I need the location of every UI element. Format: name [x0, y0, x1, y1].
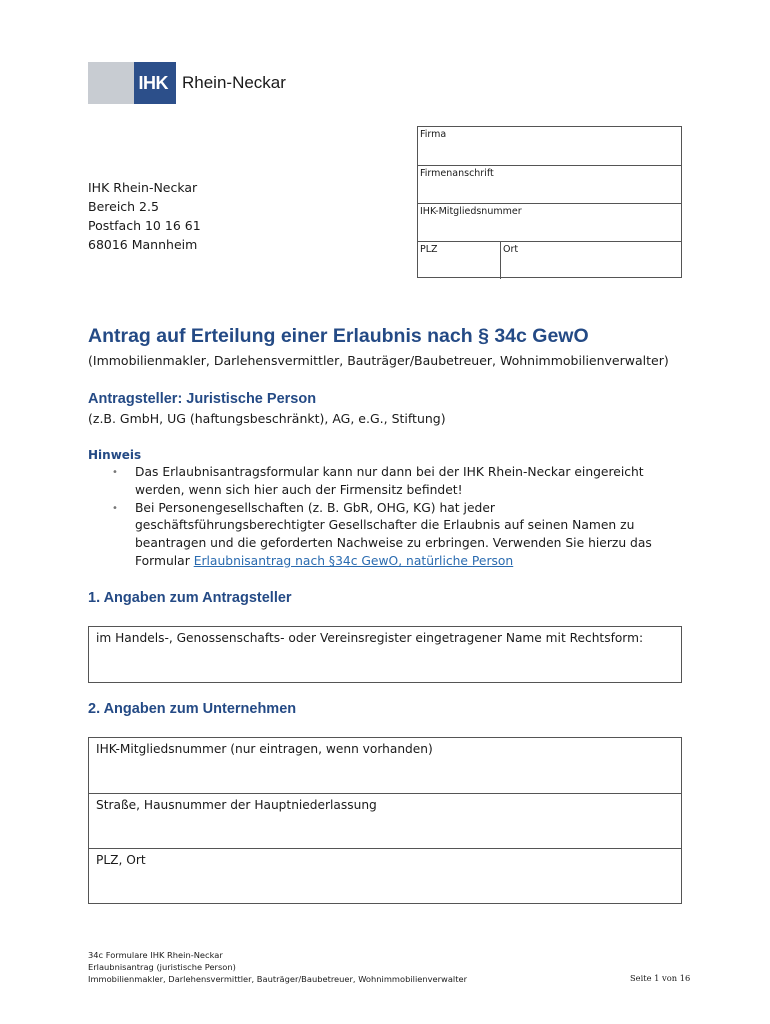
- footer-line: Erlaubnisantrag (juristische Person): [88, 962, 236, 972]
- section2-form-box: [88, 737, 682, 904]
- mitgliedsnummer-label: IHK-Mitgliedsnummer: [420, 206, 522, 217]
- hinweis-item-text: Das Erlaubnisantragsformular kann nur dann bei der IHK Rhein-Neckar eingereicht werden, wenn sich hier auch der Firmensitz befindet!: [135, 465, 644, 497]
- bullet-icon: •: [112, 502, 118, 514]
- plz-label: PLZ: [420, 244, 438, 255]
- applicant-examples: (z.B. GmbH, UG (haftungsbeschränkt), AG, e.G., Stiftung): [88, 411, 446, 426]
- street-label: Straße, Hausnummer der Hauptniederlassung: [96, 798, 377, 812]
- ihk-logo: [88, 62, 286, 104]
- firma-label: Firma: [420, 129, 447, 140]
- hinweis-heading: Hinweis: [88, 448, 142, 462]
- company-mitgliedsnummer-label: IHK-Mitgliedsnummer (nur eintragen, wenn vorhanden): [96, 742, 433, 756]
- natuerliche-person-form-link[interactable]: Erlaubnisantrag nach §34c GewO, natürliche Person: [193, 553, 514, 568]
- page-footer: [88, 949, 467, 985]
- footer-line: 34c Formulare IHK Rhein-Neckar: [88, 950, 223, 960]
- company-mitgliedsnummer-field[interactable]: [89, 738, 681, 793]
- hinweis-item-text: Bei Personengesellschaften (z. B. GbR, OHG, KG) hat jeder geschäftsführungsberechtigter Gesellschafter die Erlaubnis auf seinen Namen zu beantragen und die geforderten Nachweise zu erbringen. Verwenden Sie hierzu das Formular: [135, 500, 652, 568]
- ihk-logo-mark: [88, 62, 176, 104]
- page-title: Antrag auf Erteilung einer Erlaubnis nach § 34c GewO: [88, 325, 589, 347]
- logo-name: Rhein-Neckar: [182, 73, 286, 92]
- recipient-address: [88, 178, 201, 254]
- registered-name-field[interactable]: [89, 627, 681, 682]
- page-subtitle: (Immobilienmakler, Darlehensvermittler, Bauträger/Baubetreuer, Wohnimmobilienverwalter): [88, 353, 669, 368]
- ort-field[interactable]: [501, 242, 681, 279]
- footer-line: Immobilienmakler, Darlehensvermittler, Bauträger/Baubetreuer, Wohnimmobilienverwalter: [88, 974, 467, 984]
- street-field[interactable]: [89, 793, 681, 848]
- page-number: Seite 1 von 16: [630, 973, 691, 983]
- plz-ort-row: [418, 241, 681, 279]
- firmenanschrift-label: Firmenanschrift: [420, 168, 494, 179]
- plz-field[interactable]: [418, 242, 500, 279]
- bullet-icon: •: [112, 467, 118, 478]
- hinweis-item: [110, 464, 680, 500]
- address-line: Bereich 2.5: [88, 199, 159, 214]
- section2-heading: 2. Angaben zum Unternehmen: [88, 701, 297, 717]
- registered-name-label: im Handels-, Genossenschafts- oder Vereinsregister eingetragener Name mit Rechtsform:: [96, 631, 644, 645]
- section1-heading: 1. Angaben zum Antragsteller: [88, 590, 292, 606]
- hinweis-item: [110, 500, 680, 571]
- firm-info-box: [417, 126, 682, 278]
- plz-ort-field[interactable]: [89, 848, 681, 903]
- mitgliedsnummer-field[interactable]: [418, 203, 681, 241]
- applicant-heading: Antragsteller: Juristische Person: [88, 391, 317, 407]
- hinweis-list: [110, 464, 680, 571]
- address-line: Postfach 10 16 61: [88, 218, 201, 233]
- address-line: 68016 Mannheim: [88, 237, 198, 252]
- firma-field[interactable]: [418, 127, 681, 165]
- address-line: IHK Rhein-Neckar: [88, 180, 198, 195]
- firmenanschrift-field[interactable]: [418, 165, 681, 203]
- logo-mark-text: IHK: [138, 72, 168, 93]
- plz-ort-label: PLZ, Ort: [96, 853, 146, 867]
- section1-form-box: [88, 626, 682, 683]
- ort-label: Ort: [503, 244, 519, 255]
